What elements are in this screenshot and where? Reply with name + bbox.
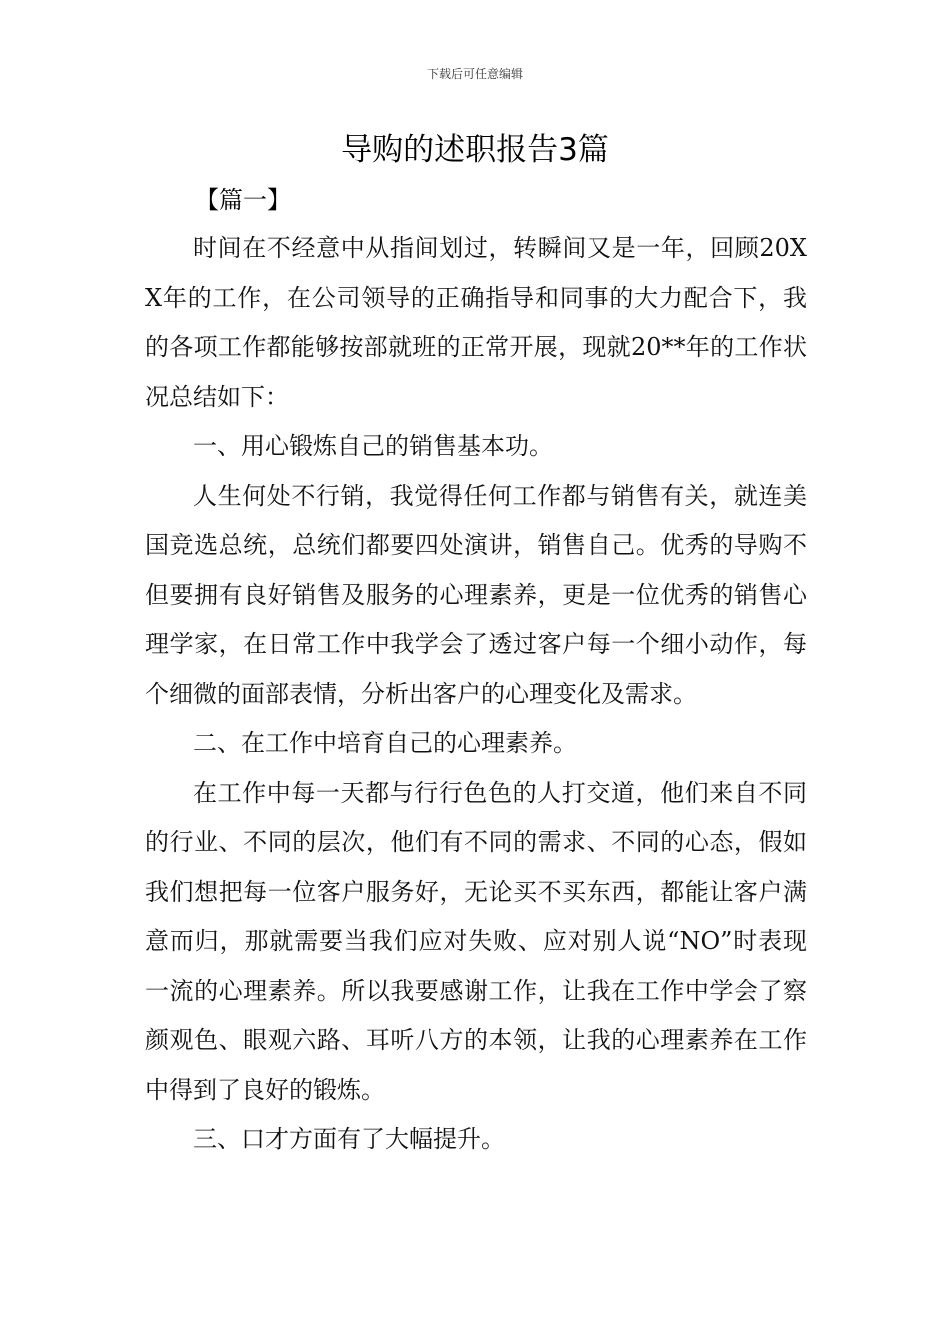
section-label: 【篇一】	[195, 186, 291, 214]
paragraph-intro: 时间在不经意中从指间划过，转瞬间又是一年，回顾20XX年的工作，在公司领导的正确指导和同事的大力配合下，我的各项工作都能够按部就班的正常开展，现就20**年的工作状况总结如下：	[145, 234, 807, 411]
heading-item-1: 一、用心锻炼自己的销售基本功。	[193, 432, 553, 460]
paragraph-sales: 人生何处不行销，我觉得任何工作都与销售有关，就连美国竞选总统，总统们都要四处演讲，销售自己。优秀的导购不但要拥有良好销售及服务的心理素养，更是一位优秀的销售心理学家，在日常工作中我学会了透过客户每一个细小动作，每个细微的面部表情，分析出客户的心理变化及需求。	[145, 481, 807, 708]
document-body	[145, 224, 807, 1165]
heading-item-2: 二、在工作中培育自己的心理素养。	[193, 729, 577, 757]
document-title: 导购的述职报告3篇	[341, 132, 609, 168]
page-header-note: 下载后可任意编辑	[426, 67, 523, 81]
heading-item-3: 三、口才方面有了大幅提升。	[193, 1125, 505, 1153]
paragraph-mindset: 在工作中每一天都与行行色色的人打交道，他们来自不同的行业、不同的层次，他们有不同的需求、不同的心态，假如我们想把每一位客户服务好，无论买不买东西，都能让客户满意而归，那就需要当我们应对失败、应对别人说“NO”时表现一流的心理素养。所以我要感谢工作，让我在工作中学会了察颜观色、眼观六路、耳听八方的本领，让我的心理素养在工作中得到了良好的锻炼。	[145, 778, 807, 1104]
